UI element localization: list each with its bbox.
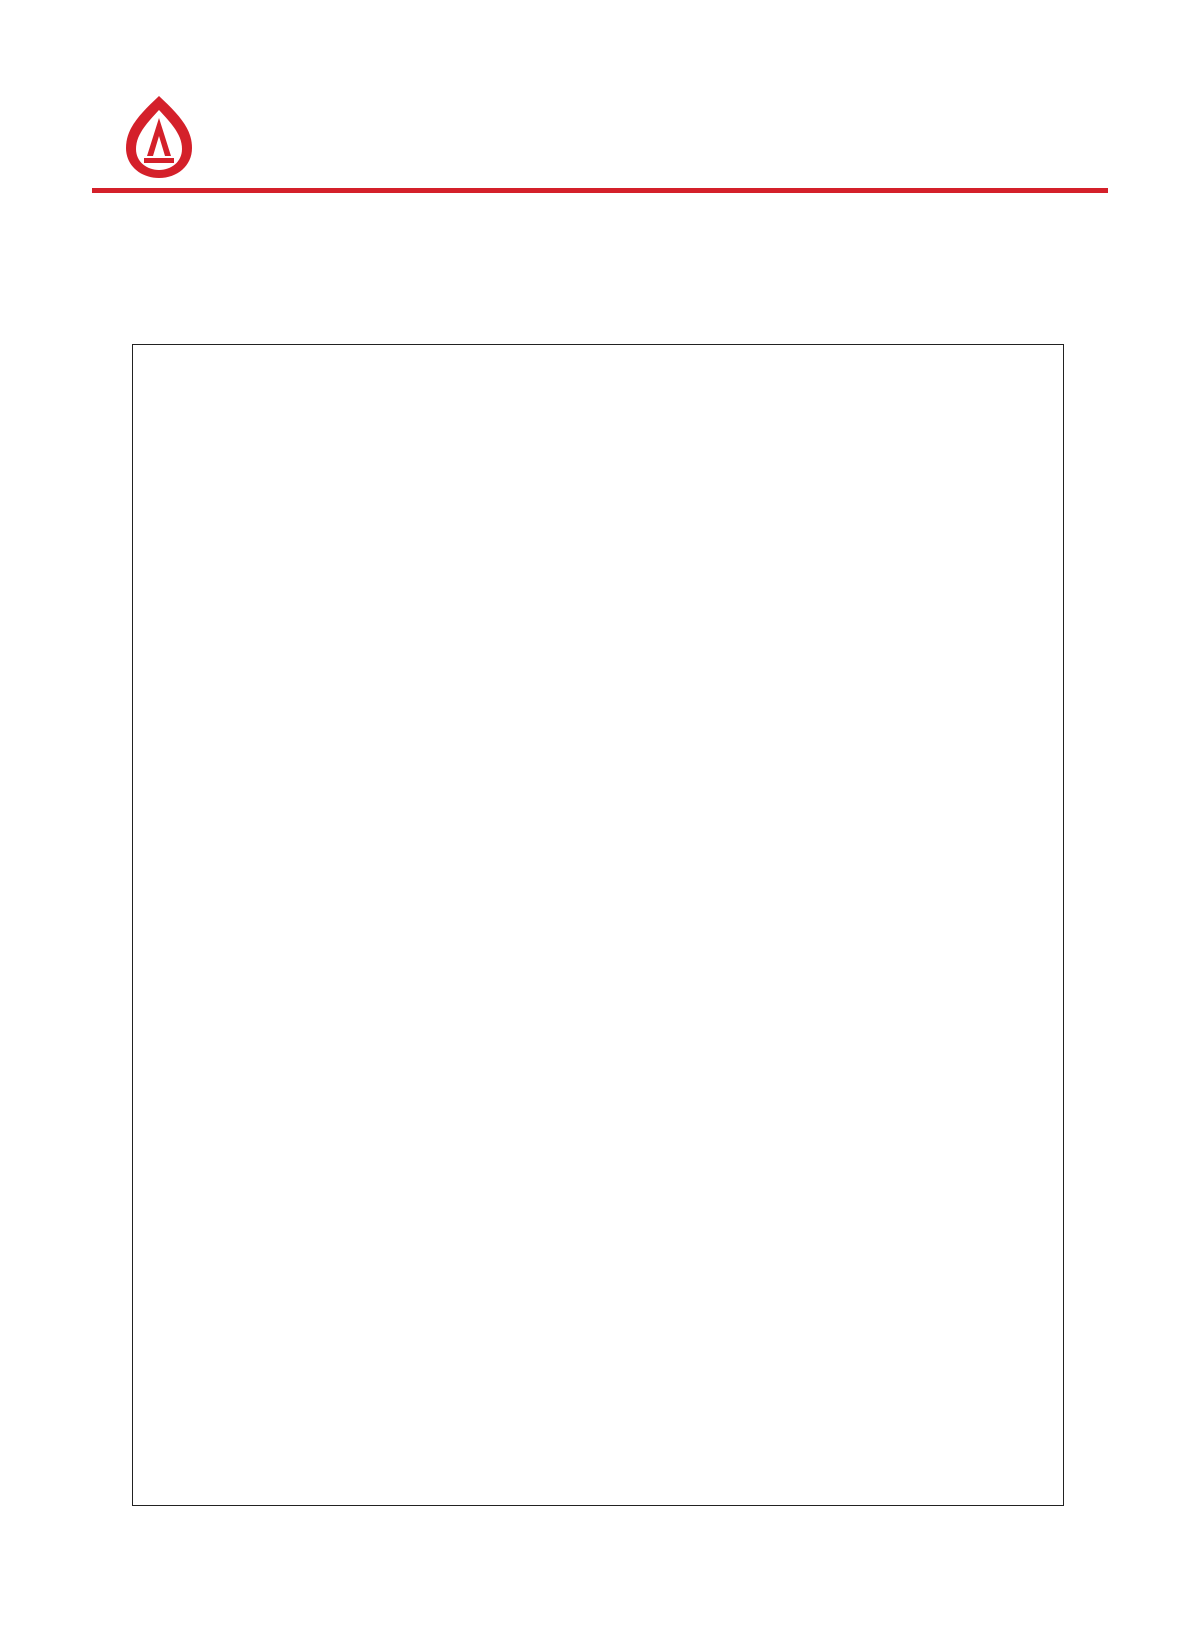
header-divider <box>92 188 1108 193</box>
drawing-grid <box>132 344 1064 1506</box>
page-header <box>0 0 1200 200</box>
brand-logo-icon <box>120 92 198 182</box>
